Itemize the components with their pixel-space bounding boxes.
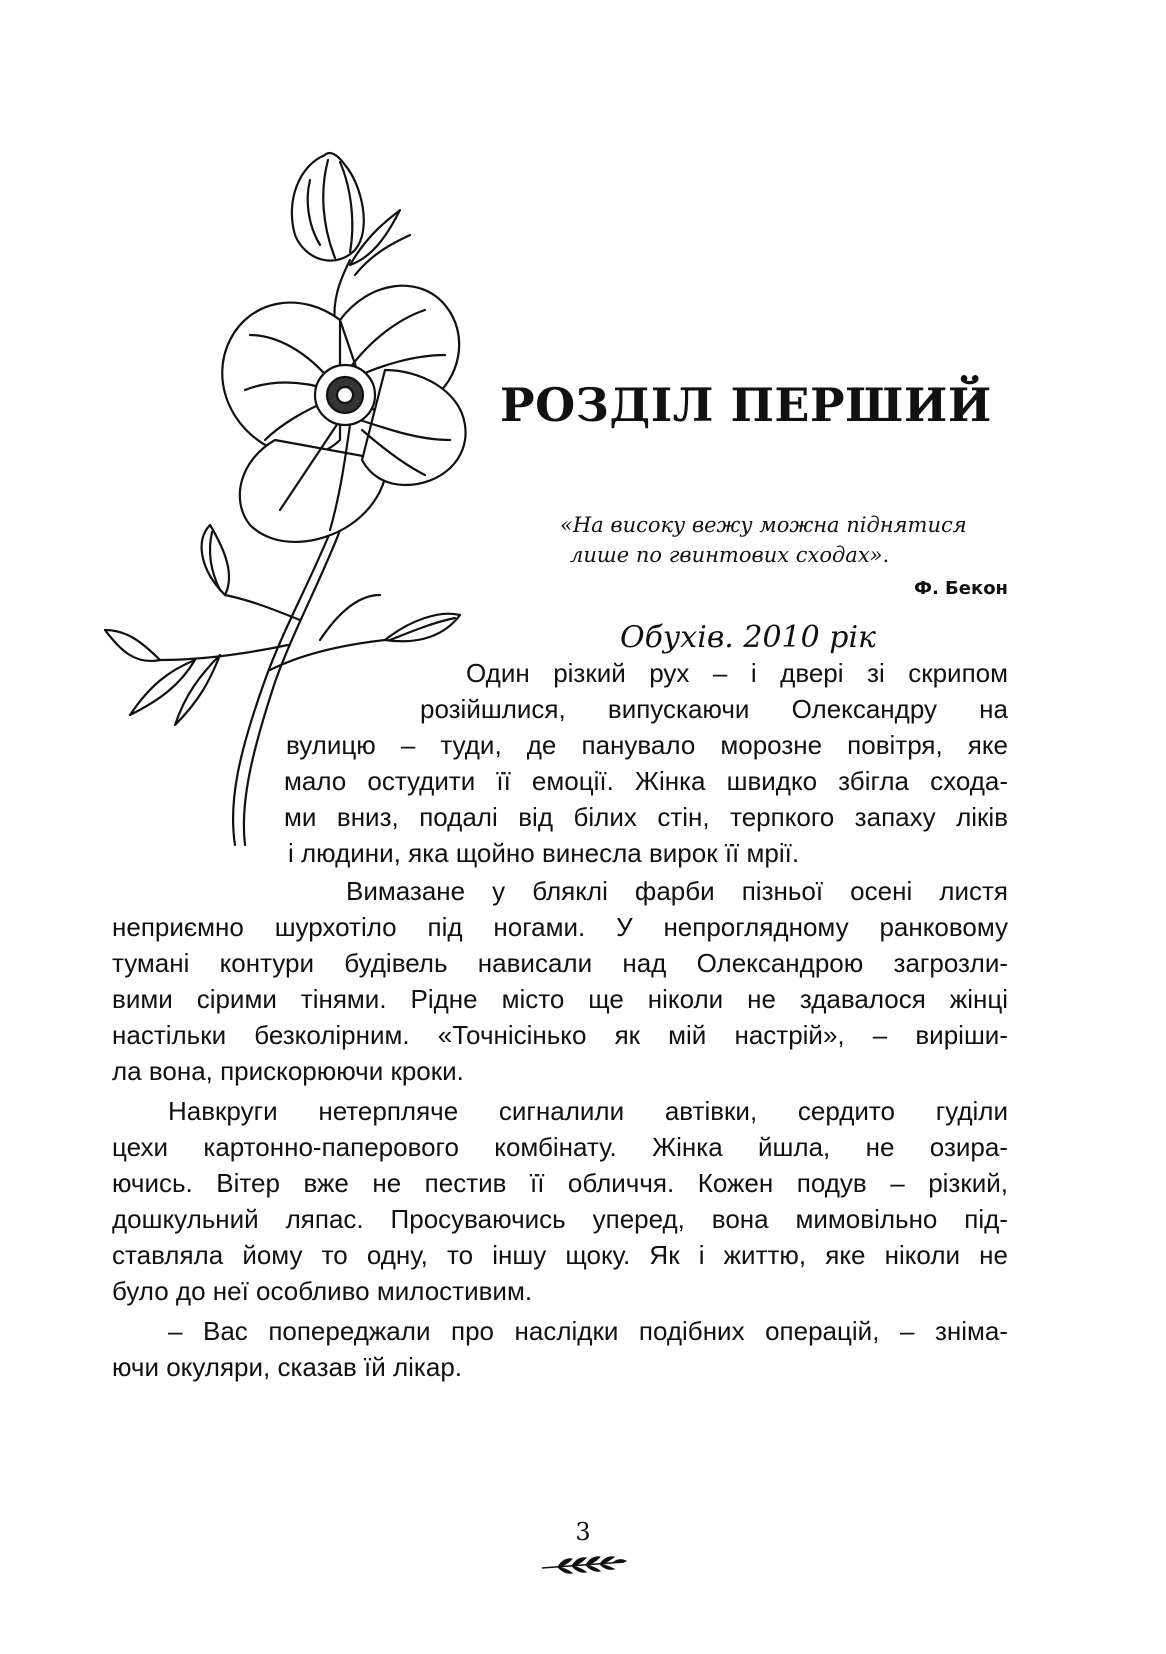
text-line: і людини, яка щойно винесла вирок її мрії.: [288, 838, 800, 868]
text-line: настільки безколірним. «Точнісінько як мій настрій», – виріши-: [112, 1020, 1008, 1050]
text-line: – Вас попереджали про наслідки подібних операцій, – зніма-: [168, 1316, 1008, 1346]
text-line: було до неї особливо милостивим.: [112, 1276, 533, 1306]
wheat-ear-ornament: [538, 1550, 628, 1580]
text-line: ючи окуляри, сказав їй лікар.: [112, 1352, 462, 1382]
text-line: дошкульний ляпас. Просуваючись уперед, вона мимовільно під-: [112, 1204, 1008, 1234]
text-line: ставляла йому то одну, то іншу щоку. Як і життю, яке ніколи не: [112, 1240, 1008, 1270]
text-line: Навкруги нетерпляче сигналили автівки, сердито гуділи: [168, 1096, 1008, 1126]
page-number: 3: [575, 1518, 591, 1546]
text-line: вими сірими тінями. Рідне місто ще ніколи не здавалося жінці: [112, 984, 1008, 1014]
text-line: ючись. Вітер вже не пестив її обличчя. Кожен подув – різкий,: [112, 1168, 1008, 1198]
epigraph-quote: [560, 510, 1010, 570]
text-line: Вимазане у бляклі фарби пізньої осені листя: [346, 876, 1008, 906]
text-line: цехи картонно-паперового комбінату. Жінка йшла, не озира-: [112, 1132, 1008, 1162]
text-line: неприємно шурхотіло під ногами. У непроглядному ранковому: [112, 912, 1008, 942]
text-line: мало остудити її емоції. Жінка швидко збігла схода-: [284, 766, 1008, 796]
epigraph-line-1: «На високу вежу можна піднятися: [560, 513, 967, 537]
epigraph-author: Ф. Бекон: [914, 578, 1008, 599]
text-line: ла вона, прискорюючи кроки.: [112, 1056, 464, 1086]
text-line: Один різкий рух – і двері зі скрипом: [466, 658, 1008, 688]
chapter-title: РОЗДІЛ ПЕРШИЙ: [500, 378, 992, 432]
text-line: вулицю – туди, де панувало морозне повітря, яке: [286, 730, 1008, 760]
text-line: тумані контури будівель нависали над Олександрою загрозли-: [112, 948, 1008, 978]
text-line: ми вниз, подалі від білих стін, терпкого запаху ліків: [284, 802, 1008, 832]
place-date-heading: Обухів. 2010 рік: [620, 620, 876, 655]
text-line: розійшлися, випускаючи Олександру на: [420, 694, 1008, 724]
epigraph-line-2: лише по гвинтових сходах».: [570, 543, 890, 567]
